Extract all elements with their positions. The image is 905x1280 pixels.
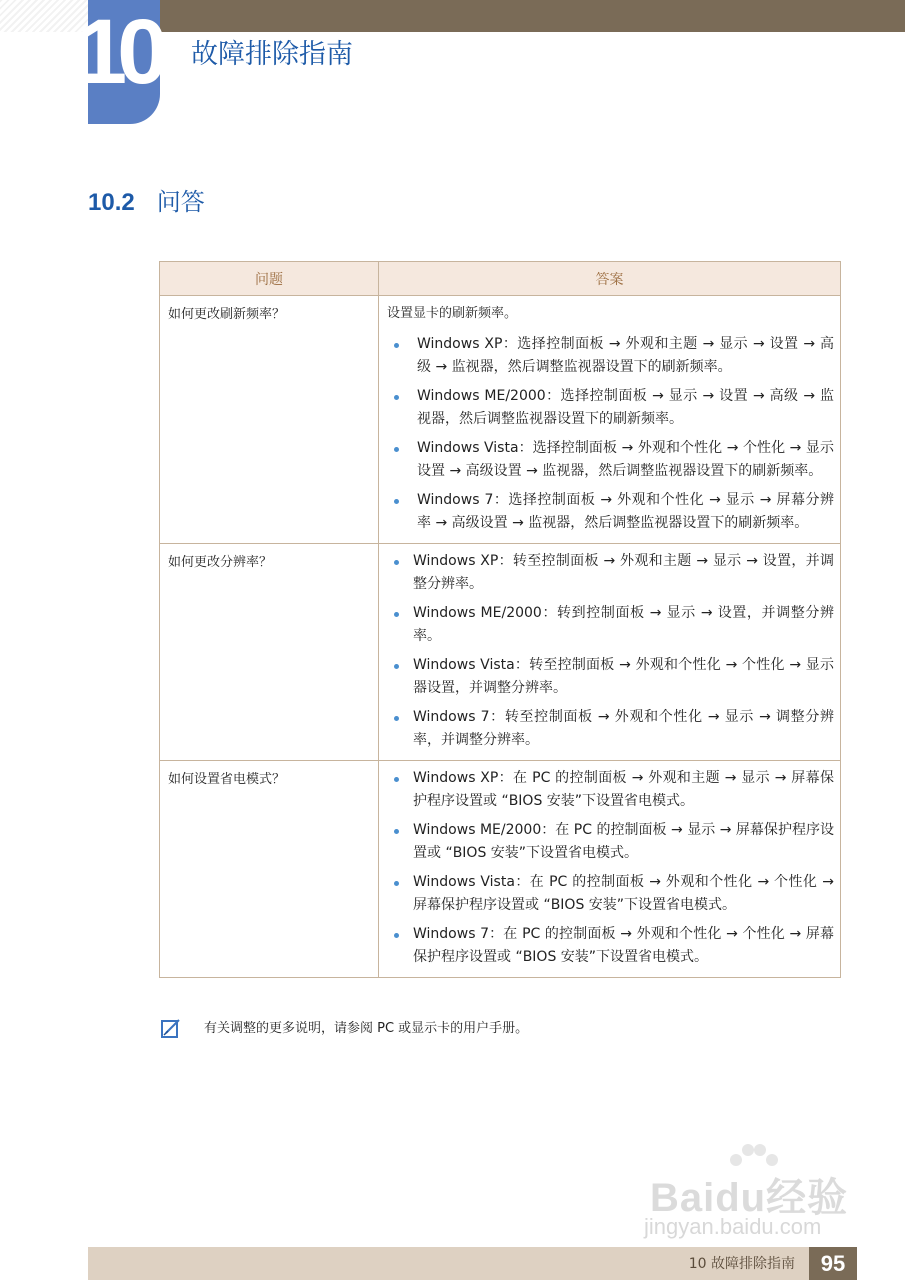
- chapter-number: 10: [76, 1, 159, 103]
- question-cell: 如何设置省电模式？: [160, 761, 379, 978]
- header-brown-band: [160, 0, 905, 32]
- list-item: Windows XP：转至控制面板 → 外观和主题 → 显示 → 设置，并调整分辨率。: [387, 550, 834, 596]
- question-cell: 如何更改分辨率？: [160, 544, 379, 761]
- table-header-row: [160, 262, 841, 296]
- answer-cell: [379, 296, 841, 544]
- page-number: 95: [809, 1247, 857, 1280]
- header-question: 问题: [160, 262, 379, 296]
- list-item: Windows ME/2000：在 PC 的控制面板 → 显示 → 屏幕保护程序设置或 “BIOS 安装”下设置省电模式。: [387, 819, 834, 865]
- list-item: Windows ME/2000：转到控制面板 → 显示 → 设置，并调整分辨率。: [387, 602, 834, 648]
- section-title: 问答: [156, 188, 205, 216]
- table-row: [160, 761, 841, 978]
- list-item: Windows 7：在 PC 的控制面板 → 外观和个性化 → 个性化 → 屏幕保护程序设置或 “BIOS 安装”下设置省电模式。: [387, 923, 834, 969]
- page-footer: [88, 1247, 857, 1280]
- watermark-brand: Baidu经验: [650, 1176, 849, 1220]
- list-item: Windows Vista：转至控制面板 → 外观和个性化 → 个性化 → 显示器设置，并调整分辨率。: [387, 654, 834, 700]
- question-cell: 如何更改刷新频率？: [160, 296, 379, 544]
- list-item: Windows Vista：选择控制面板 → 外观和个性化 → 个性化 → 显示设置 → 高级设置 → 监视器，然后调整监视器设置下的刷新频率。: [387, 437, 834, 483]
- list-item: Windows 7：选择控制面板 → 外观和个性化 → 显示 → 屏幕分辨率 → 高级设置 → 监视器，然后调整监视器设置下的刷新频率。: [387, 489, 834, 535]
- list-item: Windows 7：转至控制面板 → 外观和个性化 → 显示 → 调整分辨率，并调整分辨率。: [387, 706, 834, 752]
- list-item: Windows ME/2000：选择控制面板 → 显示 → 设置 → 高级 → 监视器，然后调整监视器设置下的刷新频率。: [387, 385, 834, 431]
- pencil-note-icon: [160, 1018, 182, 1040]
- list-item: Windows XP：选择控制面板 → 外观和主题 → 显示 → 设置 → 高级 → 监视器，然后调整监视器设置下的刷新频率。: [387, 333, 834, 379]
- section-number: 10.2: [88, 189, 135, 216]
- section-heading: [88, 186, 205, 219]
- chapter-title: 故障排除指南: [191, 39, 353, 70]
- watermark-url: jingyan.baidu.com: [644, 1214, 822, 1239]
- baidu-watermark: [636, 1140, 866, 1250]
- table-row: [160, 544, 841, 761]
- answer-intro: 设置显卡的刷新频率。: [387, 306, 518, 321]
- list-item: Windows Vista：在 PC 的控制面板 → 外观和个性化 → 个性化 → 屏幕保护程序设置或 “BIOS 安装”下设置省电模式。: [387, 871, 834, 917]
- list-item: Windows XP：在 PC 的控制面板 → 外观和主题 → 显示 → 屏幕保护程序设置或 “BIOS 安装”下设置省电模式。: [387, 767, 834, 813]
- footer-chapter-label: 10 故障排除指南: [688, 1256, 795, 1272]
- qa-table: [159, 261, 841, 978]
- header-answer: 答案: [379, 262, 841, 296]
- note-text: 有关调整的更多说明，请参阅 PC 或显示卡的用户手册。: [204, 1021, 529, 1036]
- answer-cell: [379, 761, 841, 978]
- header-hatch-pattern: [0, 0, 88, 32]
- table-row: [160, 296, 841, 544]
- answer-cell: [379, 544, 841, 761]
